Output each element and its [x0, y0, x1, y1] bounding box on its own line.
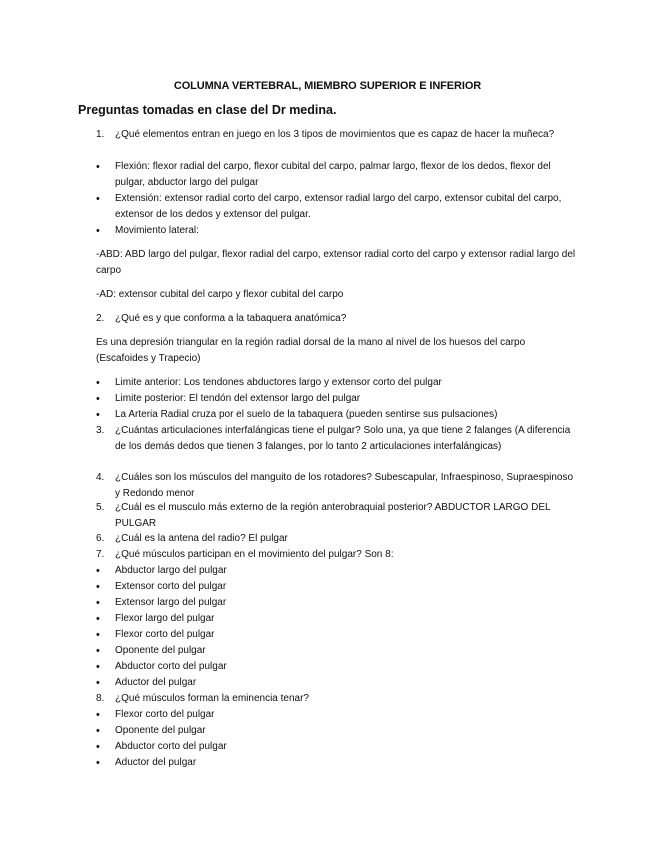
list-number: 8.	[96, 693, 105, 704]
bullet-icon: •	[96, 161, 100, 173]
list-number: 5.	[96, 502, 105, 513]
list-item-text: Movimiento lateral:	[115, 225, 199, 236]
bullet-icon: •	[96, 677, 100, 689]
list-number: 7.	[96, 549, 105, 560]
paragraph-tabaquera: Es una depresión triangular en la región radial dorsal de la mano al nivel de los huesos del carpo (Escafoides y Trapecio)	[96, 337, 526, 364]
question-text: ¿Qué músculos forman la eminencia tenar?	[115, 693, 309, 704]
list-item-text: Abductor corto del pulgar	[115, 741, 227, 752]
list-item-text: Extensión: extensor radial corto del carpo, extensor radial largo del carpo, extensor cubital del carpo, extensor de los dedos y extensor del pulgar.	[115, 193, 562, 220]
list-item-text: Flexor corto del pulgar	[115, 629, 215, 640]
bullet-icon: •	[96, 613, 100, 625]
list-number: 3.	[96, 425, 105, 436]
list-item-text: Extensor largo del pulgar	[115, 597, 227, 608]
paragraph-abd: -ABD: ABD largo del pulgar, flexor radial del carpo, extensor radial corto del carpo y extensor radial largo del carpo	[96, 249, 576, 276]
document-subtitle: Preguntas tomadas en clase del Dr medina.	[78, 103, 337, 117]
question-text: ¿Qué es y que conforma a la tabaquera anatómica?	[115, 313, 347, 324]
list-item-text: Abductor corto del pulgar	[115, 661, 227, 672]
list-item-text: La Arteria Radial cruza por el suelo de la tabaquera (pueden sentirse sus pulsaciones)	[115, 409, 498, 420]
bullet-icon: •	[96, 393, 100, 405]
list-item-text: Flexor corto del pulgar	[115, 709, 215, 720]
list-number: 2.	[96, 313, 105, 324]
list-item-text: Extensor corto del pulgar	[115, 581, 227, 592]
bullet-icon: •	[96, 629, 100, 641]
list-number: 1.	[96, 129, 105, 140]
question-text: ¿Cuál es el musculo más externo de la región anterobraquial posterior? ABDUCTOR LARGO DEL PULGAR	[115, 502, 551, 529]
bullet-icon: •	[96, 581, 100, 593]
question-text: ¿Cuáles son los músculos del manguito de los rotadores? Subescapular, Infraespinoso, Supraespinoso y Redondo menor	[115, 472, 574, 499]
list-item-text: Oponente del pulgar	[115, 645, 206, 656]
bullet-icon: •	[96, 725, 100, 737]
question-text: ¿Cuántas articulaciones interfalángicas tiene el pulgar? Solo una, ya que tiene 2 falanges (A diferencia de los demás dedos que tienen 3 falanges, por lo tanto 2 articulaciones interfalángicas)	[115, 425, 571, 452]
list-item-text: Flexión: flexor radial del carpo, flexor cubital del carpo, palmar largo, flexor de los dedos, flexor del pulgar, abductor largo del pulgar	[115, 161, 551, 188]
list-item-text: Aductor del pulgar	[115, 677, 197, 688]
list-item-text: Abductor largo del pulgar	[115, 565, 227, 576]
bullet-icon: •	[96, 409, 100, 421]
question-text: ¿Qué elementos entran en juego en los 3 tipos de movimientos que es capaz de hacer la muñeca?	[115, 129, 555, 140]
bullet-icon: •	[96, 225, 100, 237]
document-title: COLUMNA VERTEBRAL, MIEMBRO SUPERIOR E INFERIOR	[173, 80, 482, 92]
bullet-icon: •	[96, 741, 100, 753]
list-item-text: Aductor del pulgar	[115, 757, 197, 768]
bullet-icon: •	[96, 193, 100, 205]
question-text: ¿Cuál es la antena del radio? El pulgar	[115, 533, 288, 544]
list-item-text: Oponente del pulgar	[115, 725, 206, 736]
question-text: ¿Qué músculos participan en el movimiento del pulgar? Son 8:	[115, 549, 394, 560]
list-number: 6.	[96, 533, 105, 544]
list-item-text: Limite posterior: El tendón del extensor largo del pulgar	[115, 393, 361, 404]
bullet-icon: •	[96, 377, 100, 389]
bullet-icon: •	[96, 709, 100, 721]
bullet-icon: •	[96, 597, 100, 609]
bullet-icon: •	[96, 645, 100, 657]
paragraph-ad: -AD: extensor cubital del carpo y flexor cubital del carpo	[96, 289, 344, 300]
list-item-text: Limite anterior: Los tendones abductores largo y extensor corto del pulgar	[115, 377, 442, 388]
bullet-icon: •	[96, 565, 100, 577]
bullet-icon: •	[96, 661, 100, 673]
list-item-text: Flexor largo del pulgar	[115, 613, 215, 624]
bullet-icon: •	[96, 757, 100, 769]
list-number: 4.	[96, 472, 105, 483]
